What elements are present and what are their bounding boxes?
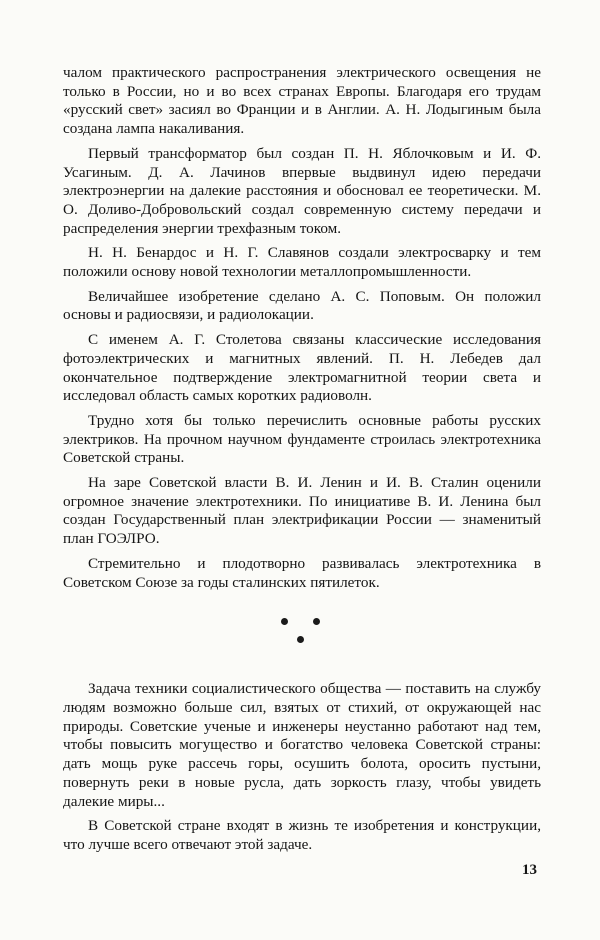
section-ornament (63, 614, 541, 654)
ornament-dot-icon (313, 618, 320, 625)
paragraph: С именем А. Г. Столетова связаны классические исследования фотоэлектрических и магнитных явлений. П. Н. Лебедев дал окончательное подтверждение электромагнитной теории света и исследовал область самых коротких радиоволн. (63, 331, 541, 405)
section-2 (63, 680, 541, 854)
ornament-dot-icon (297, 636, 304, 643)
page-number: 13 (522, 862, 537, 878)
paragraph: Н. Н. Бенардос и Н. Г. Славянов создали электросварку и тем положили основу новой технологии металлопромышленности. (63, 244, 541, 281)
paragraph: Стремительно и плодотворно развивалась электротехника в Советском Союзе за годы сталинских пятилеток. (63, 554, 541, 591)
section-1 (63, 64, 541, 592)
paragraph: Величайшее изобретение сделано А. С. Поповым. Он положил основы и радиосвязи, и радиолокации. (63, 287, 541, 324)
paragraph: чалом практического распространения электрического освещения не только в России, но и во всех странах Европы. Благодаря его трудам «русский свет» засиял во Франции и в Англии. А. Н. Лодыгиным была создана лампа накаливания. (63, 64, 541, 138)
paragraph: На заре Советской власти В. И. Ленин и И. В. Сталин оценили огромное значение электротехники. По инициативе В. И. Ленина был создан Государственный план электрификации России — знаменитый план ГОЭЛРО. (63, 474, 541, 548)
paragraph: Задача техники социалистического общества — поставить на службу людям возможно больше сил, взятых от стихий, от окружающей нас природы. Советские ученые и инженеры неустанно работают над тем, чтобы повысить могущество и богатство человека Советской страны: дать мощь руке рассечь горы, осушить болота, оросить пустыни, повернуть реки в новые русла, дать зоркость глазу, чтобы увидеть далекие миры... (63, 680, 541, 810)
paragraph: Первый трансформатор был создан П. Н. Яблочковым и И. Ф. Усагиным. Д. А. Лачинов впервые выдвинул идею передачи электроэнергии на далекие расстояния и обосновал ее теоретически. М. О. Доливо-Добровольский создал современную систему передачи и распределения энергии трехфазным током. (63, 144, 541, 237)
ornament-dot-icon (281, 618, 288, 625)
paragraph: В Советской стране входят в жизнь те изобретения и конструкции, что лучше всего отвечают этой задаче. (63, 817, 541, 853)
paragraph: Трудно хотя бы только перечислить основные работы русских электриков. На прочном научном фундаменте строилась электротехника Советской страны. (63, 411, 541, 467)
page-body (63, 64, 541, 855)
